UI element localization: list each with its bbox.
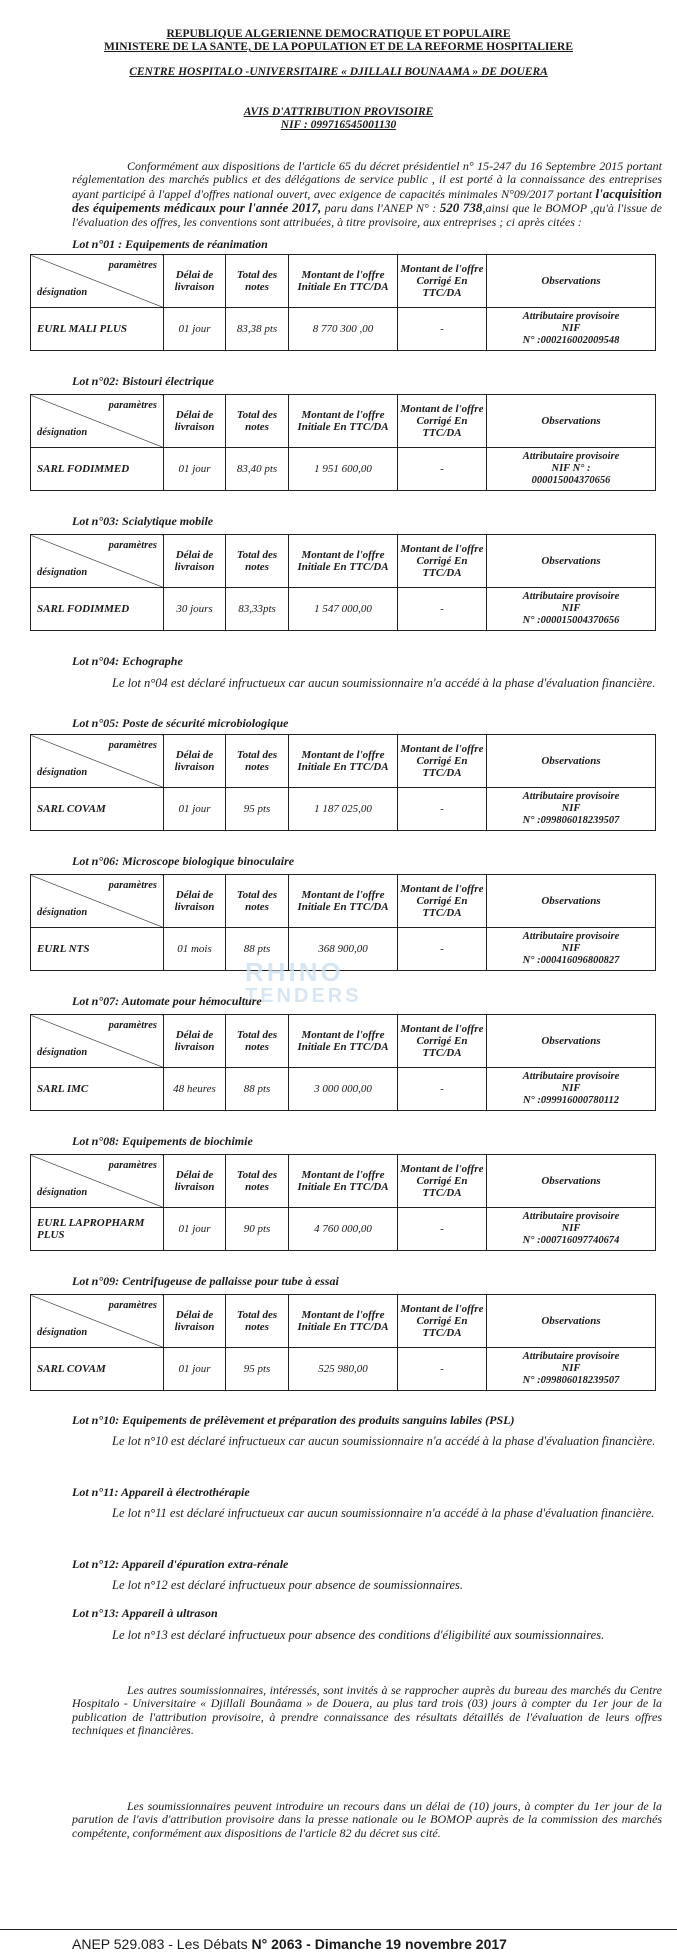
lot-02-title: Lot n°02: Bistouri électrique [72,374,214,388]
company-cell: SARL IMC [31,1068,164,1111]
montant-initial-header: Montant de l'offre Initiale En TTC/DA [289,1155,398,1208]
montant-cell: 3 000 000,00 [289,1068,398,1111]
diagonal-header-cell [31,735,164,788]
montant-cell: 1 547 000,00 [289,588,398,631]
parametres-label: paramètres [108,400,157,411]
delai-header: Délai de livraison [164,875,226,928]
observations-header: Observations [487,1295,656,1348]
obs-line: NIF [561,1363,581,1374]
delai-cell: 01 jour [164,788,226,831]
table-row [31,1208,656,1251]
observations-cell [487,788,656,831]
observations-cell [487,308,656,351]
table-row [31,588,656,631]
obs-line: Attributaire provisoire [522,451,620,462]
obs-line: Attributaire provisoire [522,1351,620,1362]
observations-cell [487,588,656,631]
diagonal-header-cell [31,1155,164,1208]
obs-line: 000015004370656 [531,475,611,486]
designation-label: désignation [37,1327,88,1338]
obs-line: N° :000015004370656 [522,615,620,626]
closing-paragraph-2 [72,1800,662,1840]
designation-label: désignation [37,427,88,438]
montant-initial-header: Montant de l'offre Initiale En TTC/DA [289,395,398,448]
intro-text-3: ,ainsi que le BOMOP ,qu'à l'issue de l'évaluation des offres, les conventions sont attribuées, à titre provisoire, aux entreprises ; ci après citées : [72,201,663,229]
lot-12-statement: Le lot n°12 est déclaré infructueux pour absence de soumissionnaires. [112,1578,464,1592]
lot-10-statement: Le lot n°10 est déclaré infructueux car aucun soumissionnaire n'a accédé à la phase d'évaluation financière. [112,1434,656,1448]
lot-13-statement: Le lot n°13 est déclaré infructueux pour absence des conditions d'éligibilité aux soumissionnaires. [112,1628,605,1642]
total-cell: 90 pts [226,1208,289,1251]
total-cell: 88 pts [226,1068,289,1111]
diagonal-header-cell [31,1295,164,1348]
total-header: Total des notes [226,395,289,448]
lot-05-title: Lot n°05: Poste de sécurité microbiologique [72,716,289,730]
montant-initial-header: Montant de l'offre Initiale En TTC/DA [289,1015,398,1068]
obs-line: NIF [561,603,581,614]
montant-initial-header: Montant de l'offre Initiale En TTC/DA [289,875,398,928]
corrige-cell: - [398,788,487,831]
table-row [31,308,656,351]
designation-label: désignation [37,567,88,578]
observations-header: Observations [487,1155,656,1208]
montant-corrige-header: Montant de l'offre Corrigé En TTC/DA [398,535,487,588]
company-cell: EURL LAPROPHARM PLUS [31,1208,164,1251]
company-cell: SARL COVAM [31,1348,164,1391]
footer-line [72,1936,507,1952]
intro-text-2: paru dans l'ANEP N° : [321,201,440,216]
table-header-row [31,875,656,928]
total-header: Total des notes [226,535,289,588]
closing-text-1: Les autres soumissionnaires, intéressés, sont invités à se rapprocher auprès du bureau des marchés du Centre Hospitalo - Universitaire « Djillali Bounâama » de Douera, au plus tard trois (03) jours à compter du 1er jour de la publication de l'attribution provisoire, à prendre connaissance des résultats détaillés de l'évaluation de leurs offres techniques et financières. [72,1683,662,1738]
parametres-label: paramètres [108,1020,157,1031]
diagonal-header-cell [31,1015,164,1068]
delai-cell: 01 jour [164,1348,226,1391]
table-header-row [31,395,656,448]
company-cell: EURL NTS [31,928,164,971]
lot-04-text [72,672,662,694]
total-header: Total des notes [226,1155,289,1208]
diagonal-header-cell [31,535,164,588]
observations-header: Observations [487,395,656,448]
delai-header: Délai de livraison [164,535,226,588]
lot-12-text [72,1574,662,1596]
table-row [31,1348,656,1391]
lot-02-table [30,394,656,491]
montant-corrige-header: Montant de l'offre Corrigé En TTC/DA [398,255,487,308]
delai-cell: 30 jours [164,588,226,631]
observations-header: Observations [487,255,656,308]
total-header: Total des notes [226,1295,289,1348]
designation-label: désignation [37,1047,88,1058]
parametres-label: paramètres [108,1160,157,1171]
obs-line: NIF [561,1223,581,1234]
corrige-cell: - [398,588,487,631]
table-header-row [31,735,656,788]
lot-10-text [72,1430,662,1452]
obs-line: N° :000716097740674 [522,1235,620,1246]
hospital-heading: CENTRE HOSPITALO -UNIVERSITAIRE « DJILLALI BOUNAAMA » DE DOUERA [129,66,548,78]
company-cell: SARL FODIMMED [31,448,164,491]
delai-header: Délai de livraison [164,1155,226,1208]
observations-cell [487,1068,656,1111]
company-cell: SARL COVAM [31,788,164,831]
table-header-row [31,1155,656,1208]
lot-01-title: Lot n°01 : Equipements de réanimation [72,237,268,251]
parametres-label: paramètres [108,880,157,891]
obs-line: NIF [561,803,581,814]
designation-label: désignation [37,287,88,298]
lot-13-title: Lot n°13: Appareil à ultrason [72,1606,218,1620]
delai-header: Délai de livraison [164,1295,226,1348]
obs-line: N° :000416096800827 [522,955,620,966]
total-cell: 83,38 pts [226,308,289,351]
montant-cell: 8 770 300 ,00 [289,308,398,351]
total-cell: 88 pts [226,928,289,971]
montant-cell: 368 900,00 [289,928,398,971]
montant-initial-header: Montant de l'offre Initiale En TTC/DA [289,735,398,788]
intro-paragraph [72,160,662,229]
montant-cell: 1 951 600,00 [289,448,398,491]
delai-cell: 01 jour [164,308,226,351]
delai-header: Délai de livraison [164,1015,226,1068]
lot-06-title: Lot n°06: Microscope biologique binoculaire [72,854,295,868]
total-cell: 95 pts [226,1348,289,1391]
footer-ref: ANEP 529.083 - Les Débats [72,1936,252,1952]
lot-09-table [30,1294,656,1391]
lot-08-table [30,1154,656,1251]
table-header-row [31,1015,656,1068]
observations-header: Observations [487,735,656,788]
parametres-label: paramètres [108,1300,157,1311]
montant-initial-header: Montant de l'offre Initiale En TTC/DA [289,535,398,588]
montant-cell: 525 980,00 [289,1348,398,1391]
observations-header: Observations [487,535,656,588]
total-header: Total des notes [226,1015,289,1068]
total-cell: 95 pts [226,788,289,831]
obs-line: Attributaire provisoire [522,591,620,602]
corrige-cell: - [398,1208,487,1251]
total-header: Total des notes [226,735,289,788]
delai-header: Délai de livraison [164,735,226,788]
montant-corrige-header: Montant de l'offre Corrigé En TTC/DA [398,395,487,448]
lot-12-title: Lot n°12: Appareil d'épuration extra-rénale [72,1557,289,1571]
total-header: Total des notes [226,875,289,928]
lot-11-text [72,1502,662,1524]
montant-cell: 1 187 025,00 [289,788,398,831]
montant-corrige-header: Montant de l'offre Corrigé En TTC/DA [398,1295,487,1348]
obs-line: N° :099916000780112 [522,1095,620,1106]
corrige-cell: - [398,928,487,971]
total-cell: 83,33pts [226,588,289,631]
lot-09-title: Lot n°09: Centrifugeuse de pallaisse pour tube à essai [72,1274,339,1288]
total-cell: 83,40 pts [226,448,289,491]
lot-05-table [30,734,656,831]
montant-corrige-header: Montant de l'offre Corrigé En TTC/DA [398,735,487,788]
designation-label: désignation [37,767,88,778]
diagonal-header-cell [31,875,164,928]
designation-label: désignation [37,907,88,918]
parametres-label: paramètres [108,260,157,271]
lot-04-title: Lot n°04: Echographe [72,654,183,668]
obs-line: NIF [561,1083,581,1094]
parametres-label: paramètres [108,740,157,751]
lot-03-title: Lot n°03: Scialytique mobile [72,514,214,528]
observations-cell [487,448,656,491]
parametres-label: paramètres [108,540,157,551]
closing-text-2: Les soumissionnaires peuvent introduire un recours dans un délai de (10) jours, à compter du 1er jour de la parution de l'avis d'attribution provisoire dans la presse nationale ou le BOMOP auprès de la commission des marchés compétente, conformément aux dispositions de l'article 82 du décret sus cité. [72,1799,662,1840]
footer-issue: N° 2063 - Dimanche 19 novembre 2017 [251,1936,507,1952]
obs-line: Attributaire provisoire [522,931,620,942]
montant-cell: 4 760 000,00 [289,1208,398,1251]
designation-label: désignation [37,1187,88,1198]
lot-10-title: Lot n°10: Equipements de prélèvement et préparation des produits sanguins labiles (PSL) [72,1413,515,1427]
intro-text-1: Conformément aux dispositions de l'article 65 du décret présidentiel n° 15-247 du 16 Septembre 2015 portant réglementation des marchés publics et des délégations de service public , il est porté à la connaissance des entreprises ayant participé à l'appel d'offres national ouvert, avec exigence de capacités minimales N°09/2017 portant [72,159,662,201]
obs-line: N° :000216002009548 [522,335,620,346]
observations-cell [487,928,656,971]
delai-cell: 01 mois [164,928,226,971]
obs-line: Attributaire provisoire [522,791,620,802]
lot-08-title: Lot n°08: Equipements de biochimie [72,1134,253,1148]
company-cell: SARL FODIMMED [31,588,164,631]
delai-header: Délai de livraison [164,255,226,308]
obs-line: N° :099806018239507 [522,815,620,826]
page-footer [0,1929,677,1957]
lot-11-title: Lot n°11: Appareil à électrothérapie [72,1485,250,1499]
lot-01-table [30,254,656,351]
delai-cell: 01 jour [164,448,226,491]
lot-07-title: Lot n°07: Automate pour hémoculture [72,994,262,1008]
notice-title: AVIS D'ATTRIBUTION PROVISOIRE [243,106,434,118]
delai-cell: 01 jour [164,1208,226,1251]
delai-cell: 48 heures [164,1068,226,1111]
lot-03-table [30,534,656,631]
obs-line: Attributaire provisoire [522,1211,620,1222]
montant-corrige-header: Montant de l'offre Corrigé En TTC/DA [398,1015,487,1068]
table-row [31,788,656,831]
obs-line: Attributaire provisoire [522,311,620,322]
observations-header: Observations [487,1015,656,1068]
montant-initial-header: Montant de l'offre Initiale En TTC/DA [289,1295,398,1348]
montant-corrige-header: Montant de l'offre Corrigé En TTC/DA [398,875,487,928]
watermark-line: RHINO [245,957,344,987]
delai-header: Délai de livraison [164,395,226,448]
obs-line: NIF [561,323,581,334]
company-cell: EURL MALI PLUS [31,308,164,351]
closing-paragraph-1 [72,1684,662,1738]
obs-line: NIF [561,943,581,954]
montant-corrige-header: Montant de l'offre Corrigé En TTC/DA [398,1155,487,1208]
obs-line: N° :099806018239507 [522,1375,620,1386]
table-header-row [31,535,656,588]
intro-object: l'acquisition des équipements médicaux pour l'année 2017, [72,185,662,216]
ministry-heading: MINISTERE DE LA SANTE, DE LA POPULATION ET DE LA REFORME HOSPITALIERE [103,41,574,53]
obs-line: NIF N° : [551,463,591,474]
diagonal-header-cell [31,255,164,308]
observations-cell [487,1348,656,1391]
watermark-logo [245,957,362,1008]
obs-line: Attributaire provisoire [522,1071,620,1082]
diagonal-header-cell [31,395,164,448]
corrige-cell: - [398,1068,487,1111]
montant-initial-header: Montant de l'offre Initiale En TTC/DA [289,255,398,308]
nif-heading: NIF : 099716545001130 [280,119,397,131]
observations-cell [487,1208,656,1251]
observations-header: Observations [487,875,656,928]
corrige-cell: - [398,1348,487,1391]
table-row [31,1068,656,1111]
lot-04-statement: Le lot n°04 est déclaré infructueux car aucun soumissionnaire n'a accédé à la phase d'évaluation financière. [112,676,656,690]
total-header: Total des notes [226,255,289,308]
table-header-row [31,255,656,308]
table-row [31,448,656,491]
corrige-cell: - [398,308,487,351]
republic-heading: REPUBLIQUE ALGERIENNE DEMOCRATIQUE ET POPULAIRE [166,28,511,40]
lot-11-statement: Le lot n°11 est déclaré infructueux car aucun soumissionnaire n'a accédé à la phase d'évaluation financière. [112,1506,655,1520]
lot-07-table [30,1014,656,1111]
watermark-line: TENDERS [245,985,362,1007]
corrige-cell: - [398,448,487,491]
lot-13-text [72,1624,662,1646]
intro-anep-number: 520 738 [439,200,483,216]
table-header-row [31,1295,656,1348]
